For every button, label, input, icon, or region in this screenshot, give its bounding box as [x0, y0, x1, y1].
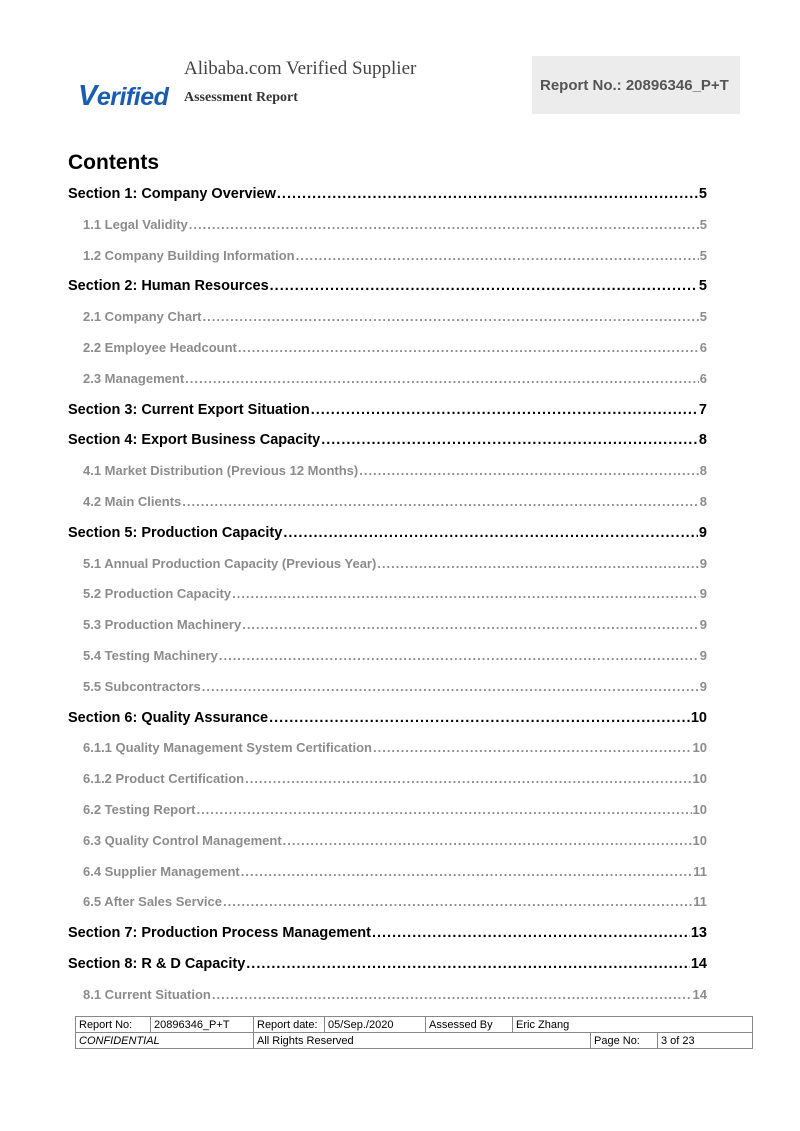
- toc-dot-leader: [242, 617, 699, 632]
- toc-entry-label: 2.3 Management: [83, 371, 185, 386]
- toc-entry[interactable]: [83, 371, 707, 391]
- toc-entry-page: 9: [698, 525, 707, 541]
- toc-entry-label: Section 3: Current Export Situation: [68, 402, 310, 418]
- toc-entry-page: 14: [692, 987, 707, 1002]
- toc-entry-label: Section 1: Company Overview: [68, 186, 276, 202]
- toc-entry[interactable]: [83, 679, 707, 699]
- toc-dot-leader: [270, 278, 698, 294]
- toc-entry-label: 6.1.2 Product Certification: [83, 771, 245, 786]
- toc-entry-page: 8: [698, 432, 707, 448]
- toc-entry[interactable]: [68, 710, 707, 730]
- toc-entry-page: 9: [699, 679, 707, 694]
- toc-dot-leader: [296, 248, 699, 263]
- toc-entry-page: 11: [693, 894, 707, 909]
- toc-entry-label: Section 7: Production Process Management: [68, 925, 371, 941]
- toc-dot-leader: [202, 309, 698, 324]
- contents-title: Contents: [68, 151, 159, 174]
- toc-entry-page: 13: [690, 925, 707, 941]
- toc-entry[interactable]: [83, 617, 707, 637]
- footer-assessed-by: Eric Zhang: [513, 1017, 753, 1033]
- toc-entry-label: Section 8: R & D Capacity: [68, 956, 246, 972]
- header-title: Alibaba.com Verified Supplier: [184, 58, 417, 79]
- toc-dot-leader: [223, 894, 692, 909]
- toc-entry-page: 10: [692, 833, 707, 848]
- toc-entry[interactable]: [68, 278, 707, 298]
- toc-dot-leader: [283, 525, 698, 541]
- toc-entry-label: 2.2 Employee Headcount: [83, 340, 237, 355]
- toc-entry-label: 4.1 Market Distribution (Previous 12 Months): [83, 463, 359, 478]
- toc-entry-label: 2.1 Company Chart: [83, 309, 202, 324]
- toc-dot-leader: [277, 186, 698, 202]
- toc-dot-leader: [196, 802, 691, 817]
- footer-page-no-label: Page No:: [591, 1033, 658, 1049]
- toc-entry-page: 9: [699, 556, 707, 571]
- toc-entry-page: 6: [699, 340, 707, 355]
- toc-entry-page: 9: [699, 617, 707, 632]
- toc-entry-label: 1.1 Legal Validity: [83, 217, 188, 232]
- toc-dot-leader: [283, 833, 692, 848]
- toc-entry-page: 10: [692, 802, 707, 817]
- toc-entry[interactable]: [83, 340, 707, 360]
- toc-dot-leader: [373, 740, 692, 755]
- toc-entry-label: 6.1.1 Quality Management System Certification: [83, 740, 372, 755]
- footer-report-no-label: Report No:: [76, 1017, 151, 1033]
- toc-entry[interactable]: [83, 586, 707, 606]
- toc-entry-page: 10: [690, 710, 707, 726]
- footer-report-date-label: Report date:: [254, 1017, 325, 1033]
- report-number: Report No.: 20896346_P+T: [540, 76, 729, 94]
- toc-dot-leader: [241, 864, 692, 879]
- toc-entry-label: 5.5 Subcontractors: [83, 679, 201, 694]
- toc-entry-label: 6.4 Supplier Management: [83, 864, 240, 879]
- toc-entry[interactable]: [68, 925, 707, 945]
- verified-logo: Verified: [78, 80, 169, 112]
- footer-report-no: 20896346_P+T: [151, 1017, 254, 1033]
- toc-entry[interactable]: [83, 494, 707, 514]
- toc-entry[interactable]: [83, 248, 707, 268]
- toc-entry[interactable]: [83, 771, 707, 791]
- footer-rights: All Rights Reserved: [254, 1033, 591, 1049]
- toc-entry-label: 4.2 Main Clients: [83, 494, 182, 509]
- toc-entry-label: 1.2 Company Building Information: [83, 248, 295, 263]
- toc-entry-label: Section 2: Human Resources: [68, 278, 269, 294]
- toc-entry-page: 9: [699, 586, 707, 601]
- toc-entry-label: 6.2 Testing Report: [83, 802, 196, 817]
- toc-entry-page: 5: [699, 309, 707, 324]
- footer-table: [75, 1016, 753, 1049]
- toc-entry-label: 5.2 Production Capacity: [83, 586, 232, 601]
- toc-entry-page: 5: [699, 248, 707, 263]
- toc-dot-leader: [232, 586, 699, 601]
- toc-dot-leader: [246, 956, 690, 972]
- toc-dot-leader: [269, 710, 690, 726]
- toc-dot-leader: [359, 463, 699, 478]
- toc-entry-page: 14: [690, 956, 707, 972]
- toc-entry-label: Section 4: Export Business Capacity: [68, 432, 321, 448]
- toc-entry[interactable]: [83, 802, 707, 822]
- toc-dot-leader: [202, 679, 699, 694]
- toc-entry-page: 10: [692, 740, 707, 755]
- toc-entry-label: 5.1 Annual Production Capacity (Previous Year): [83, 556, 377, 571]
- footer-confidential: CONFIDENTIAL: [76, 1033, 254, 1049]
- toc-dot-leader: [182, 494, 699, 509]
- toc-dot-leader: [212, 987, 692, 1002]
- toc-entry[interactable]: [83, 987, 707, 1007]
- toc-entry-page: 8: [699, 494, 707, 509]
- toc-entry[interactable]: [83, 556, 707, 576]
- footer-report-date: 05/Sep./2020: [325, 1017, 426, 1033]
- toc-entry-label: Section 6: Quality Assurance: [68, 710, 269, 726]
- toc-entry-page: 7: [698, 402, 707, 418]
- toc-entry[interactable]: [83, 648, 707, 668]
- toc-entry[interactable]: [83, 217, 707, 237]
- toc-dot-leader: [238, 340, 699, 355]
- toc-dot-leader: [321, 432, 698, 448]
- toc-entry[interactable]: [68, 525, 707, 545]
- toc-entry-page: 9: [699, 648, 707, 663]
- footer-page-no: 3 of 23: [658, 1033, 753, 1049]
- toc-entry-label: 5.3 Production Machinery: [83, 617, 242, 632]
- toc-entry-page: 10: [692, 771, 707, 786]
- toc-entry[interactable]: [68, 402, 707, 422]
- toc-entry[interactable]: [68, 186, 707, 206]
- toc-entry[interactable]: [83, 463, 707, 483]
- toc-entry-label: Section 5: Production Capacity: [68, 525, 283, 541]
- toc-entry-label: 6.5 After Sales Service: [83, 894, 222, 909]
- toc-dot-leader: [377, 556, 698, 571]
- toc-entry[interactable]: [83, 740, 707, 760]
- toc-dot-leader: [372, 925, 690, 941]
- toc-entry[interactable]: [68, 956, 707, 976]
- toc-entry[interactable]: [83, 864, 707, 884]
- header-subtitle: Assessment Report: [184, 90, 298, 105]
- toc-entry[interactable]: [83, 894, 707, 914]
- toc-entry[interactable]: [83, 833, 707, 853]
- toc-dot-leader: [219, 648, 699, 663]
- toc-entry-page: 6: [699, 371, 707, 386]
- toc-entry-page: 8: [699, 463, 707, 478]
- toc-dot-leader: [245, 771, 691, 786]
- toc-entry-label: 6.3 Quality Control Management: [83, 833, 282, 848]
- toc-dot-leader: [311, 402, 698, 418]
- toc-entry-label: 8.1 Current Situation: [83, 987, 211, 1002]
- toc-entry-page: 5: [699, 217, 707, 232]
- report-number-box: [532, 56, 740, 114]
- toc-entry[interactable]: [68, 432, 707, 452]
- toc-entry-page: 5: [698, 186, 707, 202]
- toc-entry-label: 5.4 Testing Machinery: [83, 648, 218, 663]
- toc-entry-page: 5: [698, 278, 707, 294]
- toc-dot-leader: [185, 371, 699, 386]
- toc-entry[interactable]: [83, 309, 707, 329]
- footer-assessed-by-label: Assessed By: [426, 1017, 513, 1033]
- toc-entry-page: 11: [693, 864, 707, 879]
- toc-dot-leader: [189, 217, 699, 232]
